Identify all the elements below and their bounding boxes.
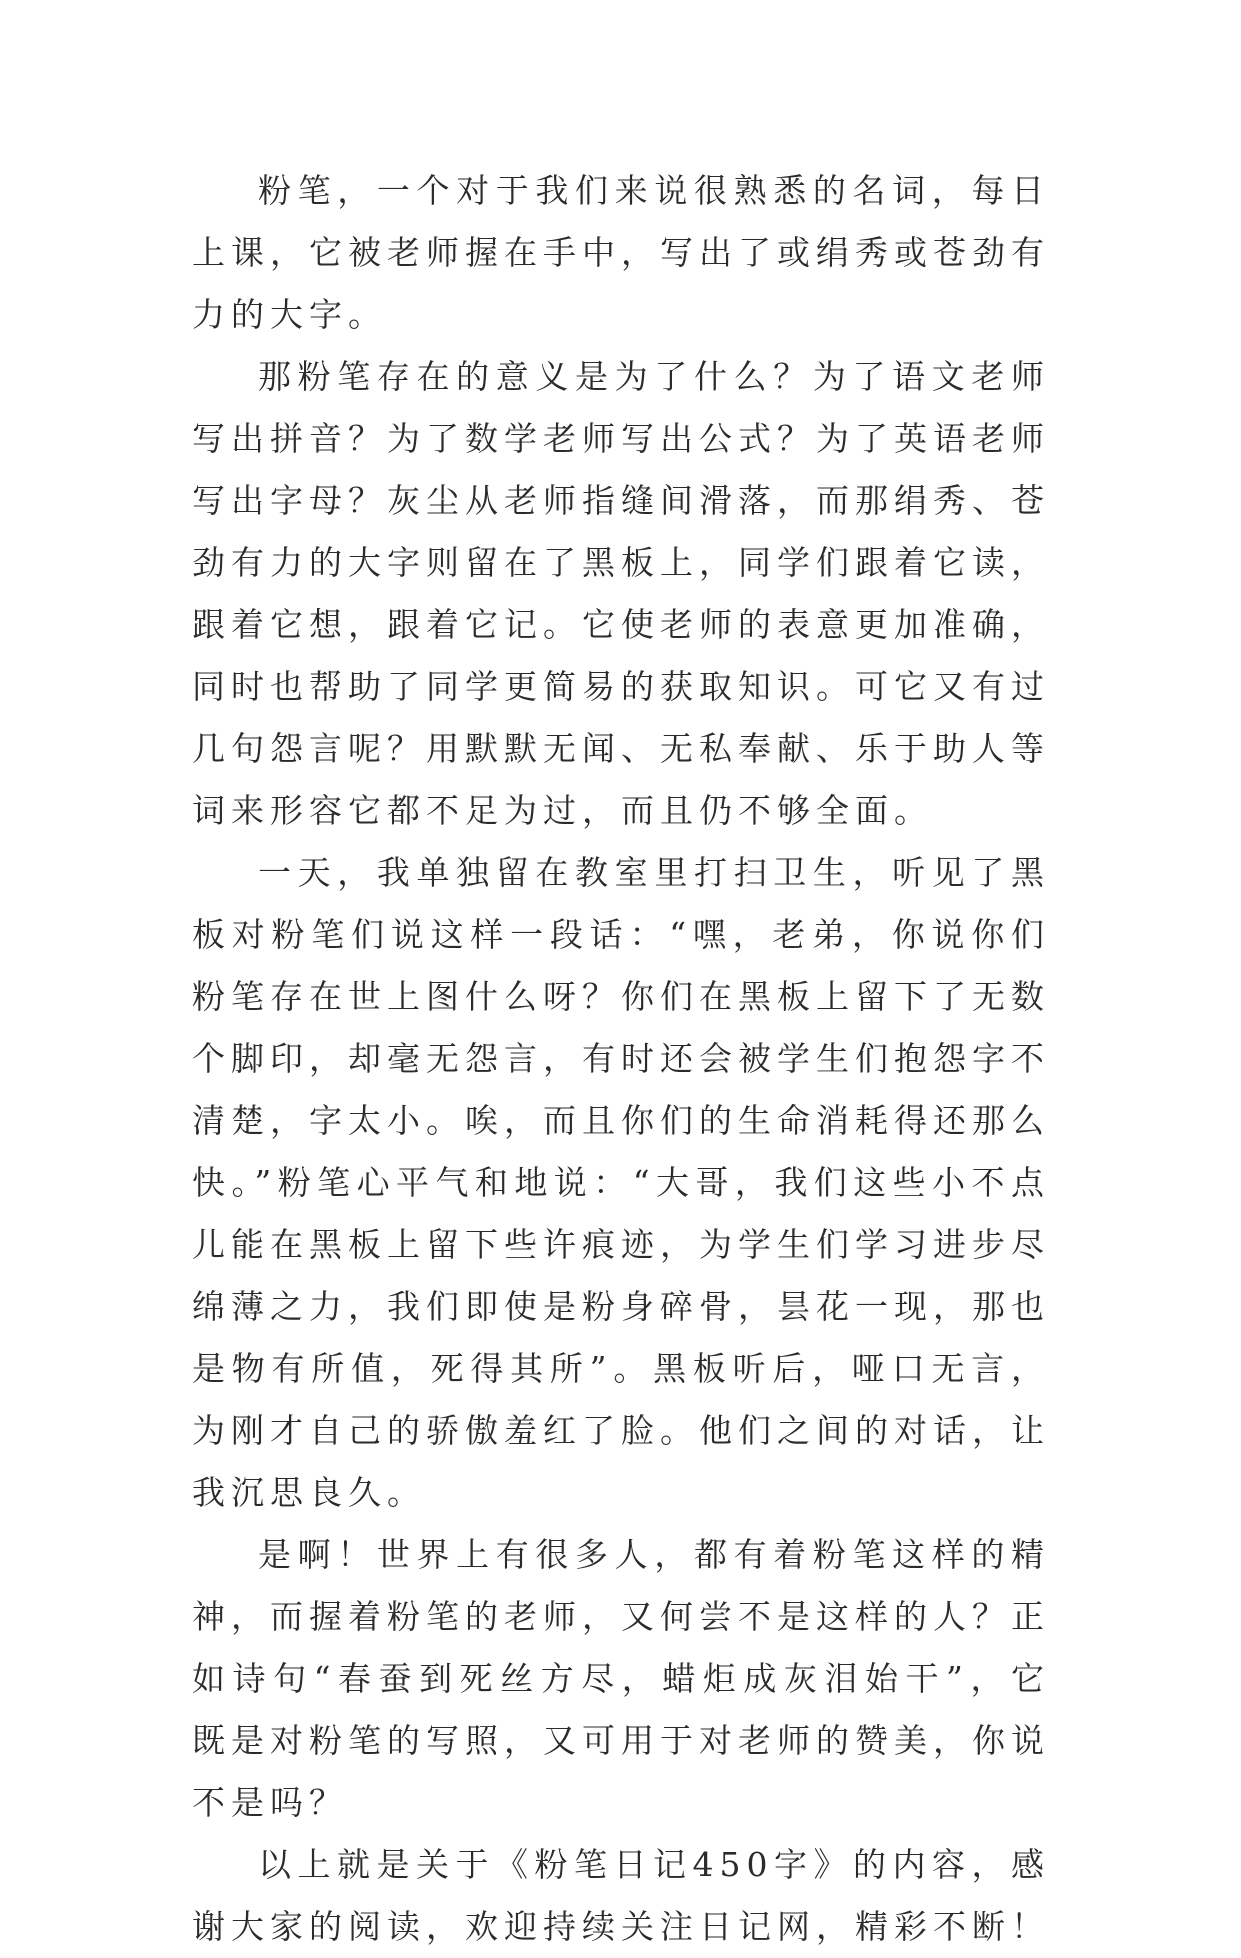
document-body	[192, 160, 1050, 1958]
paragraph: 一天，我单独留在教室里打扫卫生，听见了黑板对粉笔们说这样一段话：“嘿，老弟，你说你们粉笔存在世上图什么呀？你们在黑板上留下了无数个脚印，却毫无怨言，有时还会被学生们抱怨字不清楚，字太小。唉，而且你们的生命消耗得还那么快。”粉笔心平气和地说：“大哥，我们这些小不点儿能在黑板上留下些许痕迹，为学生们学习进步尽绵薄之力，我们即使是粉身碎骨，昙花一现，那也是物有所值，死得其所”。黑板听后，哑口无言，为刚才自己的骄傲羞红了脸。他们之间的对话，让我沉思良久。	[192, 853, 1050, 1512]
paragraph: 那粉笔存在的意义是为了什么？为了语文老师写出拼音？为了数学老师写出公式？为了英语老师写出字母？灰尘从老师指缝间滑落，而那绢秀、苍劲有力的大字则留在了黑板上，同学们跟着它读，跟着它想，跟着它记。它使老师的表意更加准确，同时也帮助了同学更简易的获取知识。可它又有过几句怨言呢？用默默无闻、无私奉献、乐于助人等词来形容它都不足为过，而且仍不够全面。	[192, 357, 1050, 830]
paragraph: 以上就是关于《粉笔日记450字》的内容，感谢大家的阅读，欢迎持续关注日记网，精彩不断！	[192, 1845, 1050, 1946]
paragraph: 粉笔，一个对于我们来说很熟悉的名词，每日上课，它被老师握在手中，写出了或绢秀或苍劲有力的大字。	[192, 171, 1050, 334]
paragraph: 是啊！世界上有很多人，都有着粉笔这样的精神，而握着粉笔的老师，又何尝不是这样的人？正如诗句“春蚕到死丝方尽，蜡炬成灰泪始干”，它既是对粉笔的写照，又可用于对老师的赞美，你说不是吗？	[192, 1535, 1050, 1822]
